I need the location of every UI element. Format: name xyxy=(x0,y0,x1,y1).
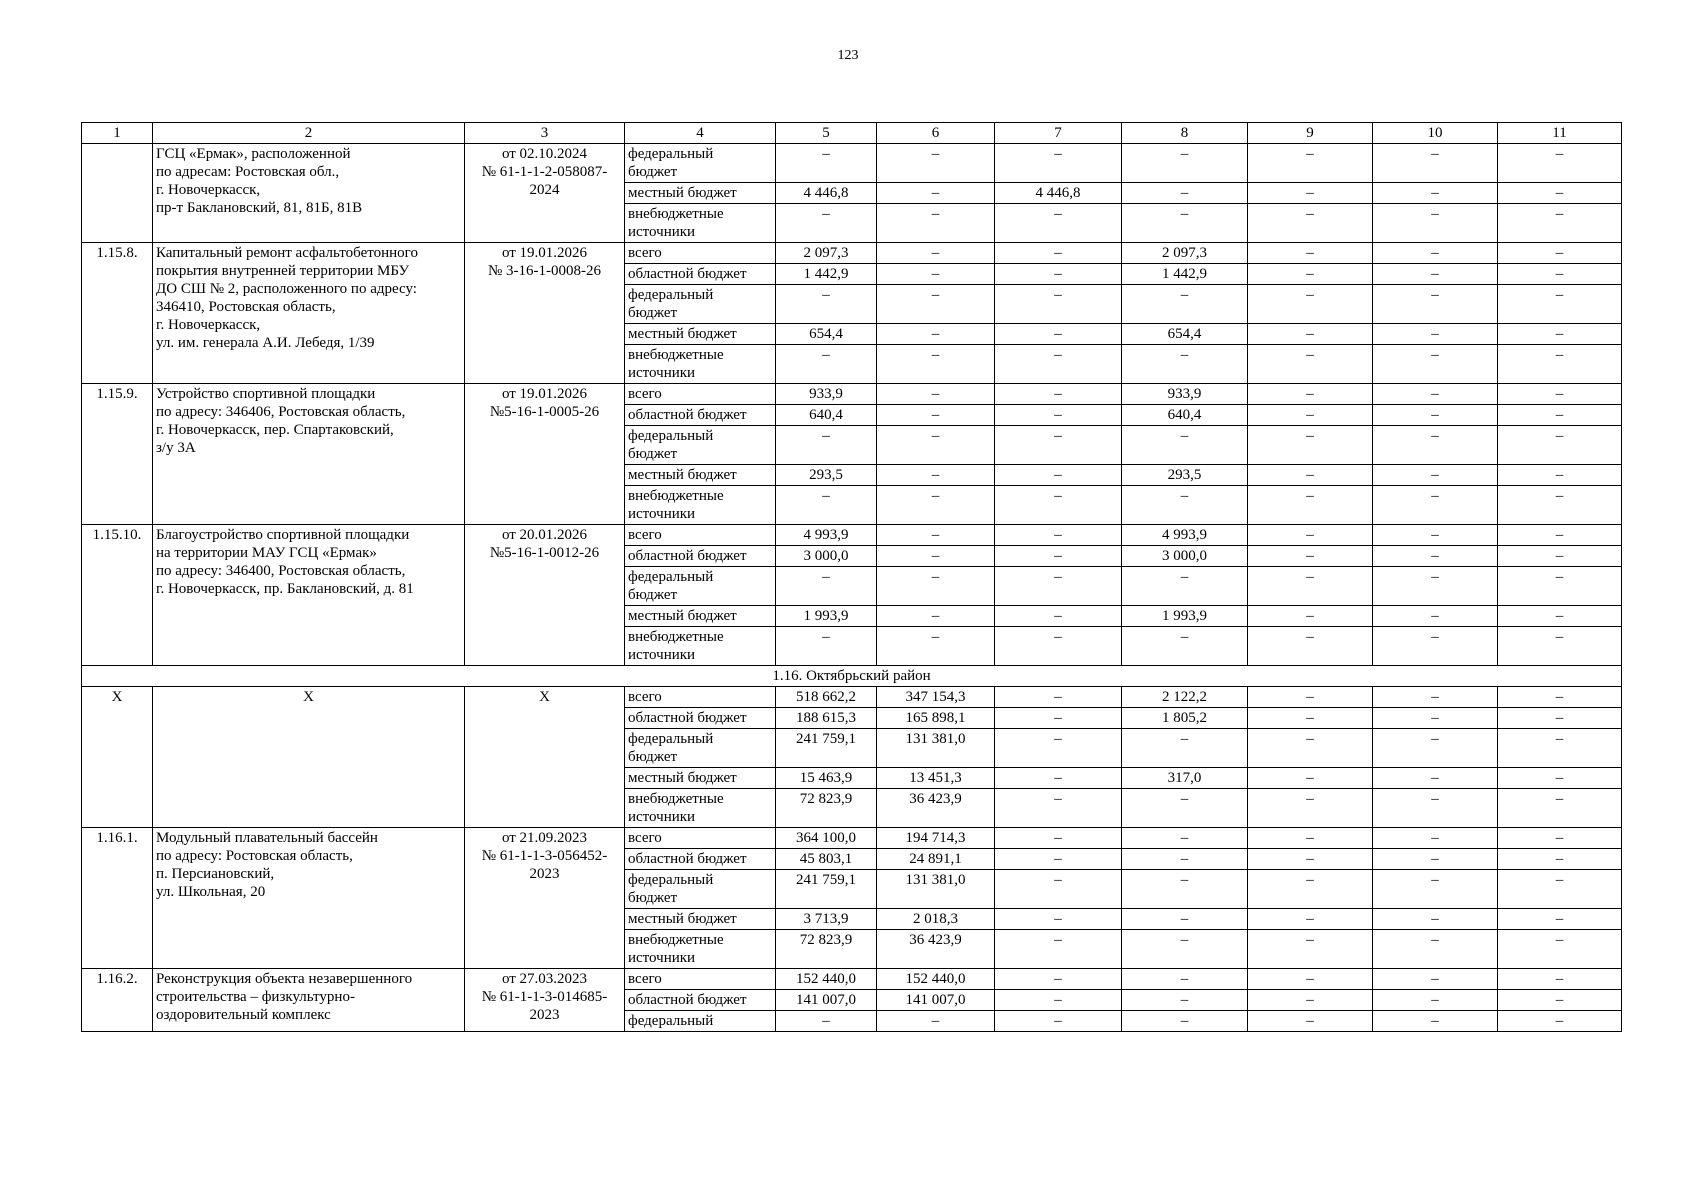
value-cell: – xyxy=(1498,465,1622,486)
value-cell: – xyxy=(1498,708,1622,729)
value-cell: – xyxy=(1122,990,1248,1011)
value-cell: – xyxy=(1498,627,1622,666)
value-cell: 152 440,0 xyxy=(776,969,877,990)
value-cell: – xyxy=(1248,426,1373,465)
value-cell: 654,4 xyxy=(776,324,877,345)
value-cell: – xyxy=(1248,828,1373,849)
value-cell: – xyxy=(1498,849,1622,870)
value-cell: – xyxy=(1248,687,1373,708)
value-cell: – xyxy=(995,990,1122,1011)
value-cell: 36 423,9 xyxy=(877,789,995,828)
value-cell: – xyxy=(1373,567,1498,606)
value-cell: – xyxy=(995,969,1122,990)
value-cell: – xyxy=(877,324,995,345)
funding-source: местный бюджет xyxy=(625,909,776,930)
value-cell: 72 823,9 xyxy=(776,930,877,969)
value-cell: – xyxy=(877,204,995,243)
table-row xyxy=(82,144,1622,183)
value-cell: 3 713,9 xyxy=(776,909,877,930)
value-cell: – xyxy=(877,525,995,546)
value-cell: 1 442,9 xyxy=(1122,264,1248,285)
value-cell: – xyxy=(776,285,877,324)
value-cell: – xyxy=(1373,243,1498,264)
value-cell: – xyxy=(1373,405,1498,426)
value-cell: – xyxy=(1373,729,1498,768)
value-cell: – xyxy=(1498,285,1622,324)
value-cell: – xyxy=(877,243,995,264)
value-cell: – xyxy=(776,567,877,606)
item-name: Благоустройство спортивной площадки на территории МАУ ГСЦ «Ермак» по адресу: 346400, Ростовская область, г. Новочеркасск, пр. Баклановский, д. 81 xyxy=(153,525,465,666)
funding-source: местный бюджет xyxy=(625,324,776,345)
value-cell: – xyxy=(1373,144,1498,183)
value-cell: – xyxy=(1498,426,1622,465)
table-row xyxy=(82,243,1622,264)
value-cell: – xyxy=(776,627,877,666)
value-cell: – xyxy=(995,828,1122,849)
table-row xyxy=(82,687,1622,708)
value-cell: – xyxy=(995,285,1122,324)
value-cell: – xyxy=(1122,849,1248,870)
funding-source: местный бюджет xyxy=(625,768,776,789)
item-document: от 21.09.2023 № 61-1-1-3-056452- 2023 xyxy=(465,828,625,969)
value-cell: 72 823,9 xyxy=(776,789,877,828)
value-cell: – xyxy=(1498,909,1622,930)
value-cell: – xyxy=(1373,990,1498,1011)
value-cell: – xyxy=(776,345,877,384)
value-cell: 36 423,9 xyxy=(877,930,995,969)
value-cell: – xyxy=(1122,1011,1248,1032)
value-cell: 188 615,3 xyxy=(776,708,877,729)
value-cell: – xyxy=(1122,345,1248,384)
column-header: 5 xyxy=(776,123,877,144)
value-cell: – xyxy=(1498,405,1622,426)
value-cell: 293,5 xyxy=(1122,465,1248,486)
value-cell: – xyxy=(877,486,995,525)
value-cell: – xyxy=(1122,627,1248,666)
value-cell: – xyxy=(1373,768,1498,789)
value-cell: – xyxy=(1248,627,1373,666)
item-number: 1.15.8. xyxy=(82,243,153,384)
value-cell: – xyxy=(1498,144,1622,183)
value-cell: – xyxy=(877,627,995,666)
value-cell: – xyxy=(1248,729,1373,768)
value-cell: – xyxy=(995,930,1122,969)
value-cell: – xyxy=(1373,606,1498,627)
value-cell: 518 662,2 xyxy=(776,687,877,708)
value-cell: – xyxy=(877,606,995,627)
value-cell: – xyxy=(995,729,1122,768)
item-name: Реконструкция объекта незавершенного строительства – физкультурно- оздоровительный комплекс xyxy=(153,969,465,1032)
value-cell: – xyxy=(995,849,1122,870)
value-cell: – xyxy=(1373,525,1498,546)
page-number: 123 xyxy=(837,48,859,63)
value-cell: – xyxy=(1373,828,1498,849)
value-cell: 2 018,3 xyxy=(877,909,995,930)
item-name: Модульный плавательный бассейн по адресу: Ростовская область, п. Персиановский, ул. Школьная, 20 xyxy=(153,828,465,969)
value-cell: 347 154,3 xyxy=(877,687,995,708)
value-cell: – xyxy=(1248,708,1373,729)
value-cell: – xyxy=(995,426,1122,465)
value-cell: – xyxy=(776,144,877,183)
value-cell: – xyxy=(1373,849,1498,870)
funding-source: внебюджетные источники xyxy=(625,345,776,384)
value-cell: – xyxy=(1248,870,1373,909)
value-cell: – xyxy=(1498,324,1622,345)
value-cell: – xyxy=(995,627,1122,666)
value-cell: – xyxy=(1122,870,1248,909)
value-cell: – xyxy=(776,204,877,243)
value-cell: – xyxy=(1122,426,1248,465)
funding-source: всего xyxy=(625,687,776,708)
value-cell: – xyxy=(1498,1011,1622,1032)
value-cell: – xyxy=(1373,183,1498,204)
funding-source: всего xyxy=(625,828,776,849)
value-cell: – xyxy=(776,486,877,525)
funding-source: федеральный бюджет xyxy=(625,144,776,183)
value-cell: 1 442,9 xyxy=(776,264,877,285)
funding-source: областной бюджет xyxy=(625,708,776,729)
column-header: 4 xyxy=(625,123,776,144)
value-cell: – xyxy=(1373,285,1498,324)
column-header: 6 xyxy=(877,123,995,144)
item-number: 1.15.9. xyxy=(82,384,153,525)
funding-source: федеральный бюджет xyxy=(625,729,776,768)
value-cell: – xyxy=(1122,285,1248,324)
value-cell: – xyxy=(1122,144,1248,183)
item-document: от 19.01.2026 № 3-16-1-0008-26 xyxy=(465,243,625,384)
value-cell: – xyxy=(995,1011,1122,1032)
value-cell: – xyxy=(1248,285,1373,324)
value-cell: – xyxy=(1122,729,1248,768)
value-cell: – xyxy=(1122,909,1248,930)
item-number: 1.15.10. xyxy=(82,525,153,666)
funding-source: внебюджетные источники xyxy=(625,627,776,666)
value-cell: – xyxy=(995,567,1122,606)
value-cell: – xyxy=(995,768,1122,789)
funding-source: областной бюджет xyxy=(625,990,776,1011)
value-cell: 933,9 xyxy=(776,384,877,405)
item-document: от 19.01.2026 №5-16-1-0005-26 xyxy=(465,384,625,525)
value-cell: – xyxy=(1373,909,1498,930)
value-cell: – xyxy=(995,606,1122,627)
value-cell: – xyxy=(1248,465,1373,486)
funding-source: федеральный бюджет xyxy=(625,870,776,909)
value-cell: – xyxy=(1373,264,1498,285)
funding-source: внебюджетные источники xyxy=(625,204,776,243)
value-cell: – xyxy=(1248,144,1373,183)
value-cell: 15 463,9 xyxy=(776,768,877,789)
value-cell: – xyxy=(1248,969,1373,990)
column-header: 3 xyxy=(465,123,625,144)
value-cell: – xyxy=(1498,687,1622,708)
column-header: 10 xyxy=(1373,123,1498,144)
value-cell: – xyxy=(877,546,995,567)
value-cell: 4 993,9 xyxy=(1122,525,1248,546)
value-cell: – xyxy=(1498,870,1622,909)
value-cell: – xyxy=(995,243,1122,264)
value-cell: – xyxy=(1498,204,1622,243)
value-cell: 654,4 xyxy=(1122,324,1248,345)
value-cell: – xyxy=(1373,204,1498,243)
value-cell: – xyxy=(1498,729,1622,768)
value-cell: – xyxy=(1498,486,1622,525)
value-cell: – xyxy=(1498,930,1622,969)
value-cell: – xyxy=(1498,264,1622,285)
value-cell: 933,9 xyxy=(1122,384,1248,405)
value-cell: – xyxy=(877,345,995,384)
value-cell: – xyxy=(1373,426,1498,465)
column-header: 9 xyxy=(1248,123,1373,144)
funding-source: местный бюджет xyxy=(625,606,776,627)
value-cell: – xyxy=(1248,486,1373,525)
item-number: 1.16.1. xyxy=(82,828,153,969)
value-cell: – xyxy=(995,345,1122,384)
value-cell: – xyxy=(1248,768,1373,789)
value-cell: – xyxy=(877,426,995,465)
value-cell: 152 440,0 xyxy=(877,969,995,990)
value-cell: – xyxy=(1373,969,1498,990)
value-cell: – xyxy=(1248,546,1373,567)
value-cell: 4 446,8 xyxy=(995,183,1122,204)
value-cell: – xyxy=(1373,708,1498,729)
value-cell: – xyxy=(1122,183,1248,204)
item-document: от 02.10.2024 № 61-1-1-2-058087- 2024 xyxy=(465,144,625,243)
value-cell: 293,5 xyxy=(776,465,877,486)
funding-source: внебюджетные источники xyxy=(625,789,776,828)
value-cell: – xyxy=(995,546,1122,567)
value-cell: 640,4 xyxy=(1122,405,1248,426)
value-cell: – xyxy=(995,909,1122,930)
value-cell: – xyxy=(776,426,877,465)
value-cell: 241 759,1 xyxy=(776,729,877,768)
value-cell: – xyxy=(877,285,995,324)
value-cell: – xyxy=(877,465,995,486)
value-cell: 1 993,9 xyxy=(776,606,877,627)
value-cell: – xyxy=(1122,789,1248,828)
value-cell: – xyxy=(1373,627,1498,666)
value-cell: – xyxy=(1373,345,1498,384)
table-row xyxy=(82,384,1622,405)
item-number: 1.16.2. xyxy=(82,969,153,1032)
value-cell: – xyxy=(1122,567,1248,606)
table-row xyxy=(82,525,1622,546)
value-cell: – xyxy=(1248,990,1373,1011)
value-cell: 241 759,1 xyxy=(776,870,877,909)
value-cell: – xyxy=(1248,183,1373,204)
item-document: от 20.01.2026 №5-16-1-0012-26 xyxy=(465,525,625,666)
column-header: 1 xyxy=(82,123,153,144)
item-number: Х xyxy=(82,687,153,828)
value-cell: 131 381,0 xyxy=(877,729,995,768)
value-cell: – xyxy=(995,870,1122,909)
value-cell: – xyxy=(1248,405,1373,426)
value-cell: – xyxy=(1248,525,1373,546)
item-number xyxy=(82,144,153,243)
value-cell: – xyxy=(877,144,995,183)
value-cell: – xyxy=(1373,870,1498,909)
value-cell: – xyxy=(877,405,995,426)
column-header: 8 xyxy=(1122,123,1248,144)
funding-source: областной бюджет xyxy=(625,849,776,870)
value-cell: – xyxy=(1248,930,1373,969)
value-cell: 165 898,1 xyxy=(877,708,995,729)
value-cell: – xyxy=(1248,345,1373,384)
value-cell: 4 446,8 xyxy=(776,183,877,204)
value-cell: 194 714,3 xyxy=(877,828,995,849)
value-cell: 2 097,3 xyxy=(1122,243,1248,264)
value-cell: – xyxy=(1373,384,1498,405)
value-cell: – xyxy=(995,465,1122,486)
value-cell: – xyxy=(1373,789,1498,828)
value-cell: 1 805,2 xyxy=(1122,708,1248,729)
budget-table xyxy=(81,122,1622,1032)
value-cell: – xyxy=(1498,345,1622,384)
funding-source: всего xyxy=(625,525,776,546)
funding-source: всего xyxy=(625,243,776,264)
value-cell: – xyxy=(1122,486,1248,525)
column-header: 2 xyxy=(153,123,465,144)
value-cell: – xyxy=(1498,969,1622,990)
value-cell: – xyxy=(1373,1011,1498,1032)
value-cell: 317,0 xyxy=(1122,768,1248,789)
value-cell: – xyxy=(1373,930,1498,969)
value-cell: – xyxy=(1373,324,1498,345)
value-cell: 640,4 xyxy=(776,405,877,426)
value-cell: – xyxy=(1248,1011,1373,1032)
value-cell: 3 000,0 xyxy=(1122,546,1248,567)
value-cell: – xyxy=(1498,243,1622,264)
value-cell: – xyxy=(995,264,1122,285)
value-cell: 2 122,2 xyxy=(1122,687,1248,708)
value-cell: – xyxy=(1498,384,1622,405)
value-cell: – xyxy=(1373,687,1498,708)
value-cell: – xyxy=(1248,909,1373,930)
value-cell: – xyxy=(1498,828,1622,849)
value-cell: – xyxy=(1122,969,1248,990)
item-name: Капитальный ремонт асфальтобетонного покрытия внутренней территории МБУ ДО СШ № 2, расположенного по адресу: 346410, Ростовская область, г. Новочеркасск, ул. им. генерала А.И. Лебедя, 1/39 xyxy=(153,243,465,384)
value-cell: – xyxy=(1248,789,1373,828)
value-cell: – xyxy=(1498,990,1622,1011)
value-cell: – xyxy=(877,183,995,204)
value-cell: – xyxy=(1373,465,1498,486)
value-cell: – xyxy=(1373,546,1498,567)
value-cell: – xyxy=(1248,243,1373,264)
value-cell: – xyxy=(877,264,995,285)
value-cell: – xyxy=(995,486,1122,525)
value-cell: – xyxy=(877,1011,995,1032)
value-cell: – xyxy=(1248,849,1373,870)
funding-source: внебюджетные источники xyxy=(625,930,776,969)
table-body xyxy=(82,123,1622,1032)
funding-source: местный бюджет xyxy=(625,465,776,486)
value-cell: 13 451,3 xyxy=(877,768,995,789)
value-cell: 45 803,1 xyxy=(776,849,877,870)
value-cell: 4 993,9 xyxy=(776,525,877,546)
value-cell: – xyxy=(995,789,1122,828)
value-cell: – xyxy=(1122,204,1248,243)
funding-source: федеральный xyxy=(625,1011,776,1032)
value-cell: – xyxy=(1498,546,1622,567)
funding-source: областной бюджет xyxy=(625,264,776,285)
value-cell: 141 007,0 xyxy=(776,990,877,1011)
item-name: ГСЦ «Ермак», расположенной по адресам: Ростовская обл., г. Новочеркасск, пр-т Баклановский, 81, 81Б, 81В xyxy=(153,144,465,243)
funding-source: всего xyxy=(625,969,776,990)
value-cell: – xyxy=(1122,930,1248,969)
value-cell: 2 097,3 xyxy=(776,243,877,264)
value-cell: – xyxy=(1498,567,1622,606)
value-cell: – xyxy=(1248,567,1373,606)
value-cell: – xyxy=(1248,606,1373,627)
value-cell: 364 100,0 xyxy=(776,828,877,849)
value-cell: – xyxy=(1373,486,1498,525)
value-cell: 24 891,1 xyxy=(877,849,995,870)
value-cell: – xyxy=(1498,789,1622,828)
table-row xyxy=(82,828,1622,849)
funding-source: внебюджетные источники xyxy=(625,486,776,525)
value-cell: – xyxy=(1248,324,1373,345)
value-cell: – xyxy=(995,204,1122,243)
section-title: 1.16. Октябрьский район xyxy=(82,666,1622,687)
value-cell: 141 007,0 xyxy=(877,990,995,1011)
value-cell: – xyxy=(995,324,1122,345)
value-cell: 131 381,0 xyxy=(877,870,995,909)
value-cell: – xyxy=(995,144,1122,183)
value-cell: – xyxy=(1498,606,1622,627)
column-header: 7 xyxy=(995,123,1122,144)
funding-source: федеральный бюджет xyxy=(625,426,776,465)
value-cell: – xyxy=(995,687,1122,708)
value-cell: – xyxy=(1498,768,1622,789)
column-header: 11 xyxy=(1498,123,1622,144)
item-document: от 27.03.2023 № 61-1-1-3-014685- 2023 xyxy=(465,969,625,1032)
value-cell: – xyxy=(995,384,1122,405)
value-cell: – xyxy=(877,567,995,606)
value-cell: 3 000,0 xyxy=(776,546,877,567)
value-cell: – xyxy=(1498,183,1622,204)
value-cell: – xyxy=(1248,204,1373,243)
value-cell: – xyxy=(1122,828,1248,849)
value-cell: – xyxy=(1248,264,1373,285)
value-cell: – xyxy=(995,405,1122,426)
value-cell: – xyxy=(877,384,995,405)
item-name: Х xyxy=(153,687,465,828)
value-cell: – xyxy=(776,1011,877,1032)
funding-source: федеральный бюджет xyxy=(625,285,776,324)
column-number-row xyxy=(82,123,1622,144)
funding-source: федеральный бюджет xyxy=(625,567,776,606)
value-cell: – xyxy=(995,525,1122,546)
value-cell: 1 993,9 xyxy=(1122,606,1248,627)
section-row xyxy=(82,666,1622,687)
funding-source: областной бюджет xyxy=(625,405,776,426)
item-document: Х xyxy=(465,687,625,828)
value-cell: – xyxy=(1498,525,1622,546)
funding-source: местный бюджет xyxy=(625,183,776,204)
value-cell: – xyxy=(995,708,1122,729)
item-name: Устройство спортивной площадки по адресу: 346406, Ростовская область, г. Новочеркасск, пер. Спартаковский, з/у 3А xyxy=(153,384,465,525)
value-cell: – xyxy=(1248,384,1373,405)
funding-source: всего xyxy=(625,384,776,405)
funding-source: областной бюджет xyxy=(625,546,776,567)
table-row xyxy=(82,969,1622,990)
